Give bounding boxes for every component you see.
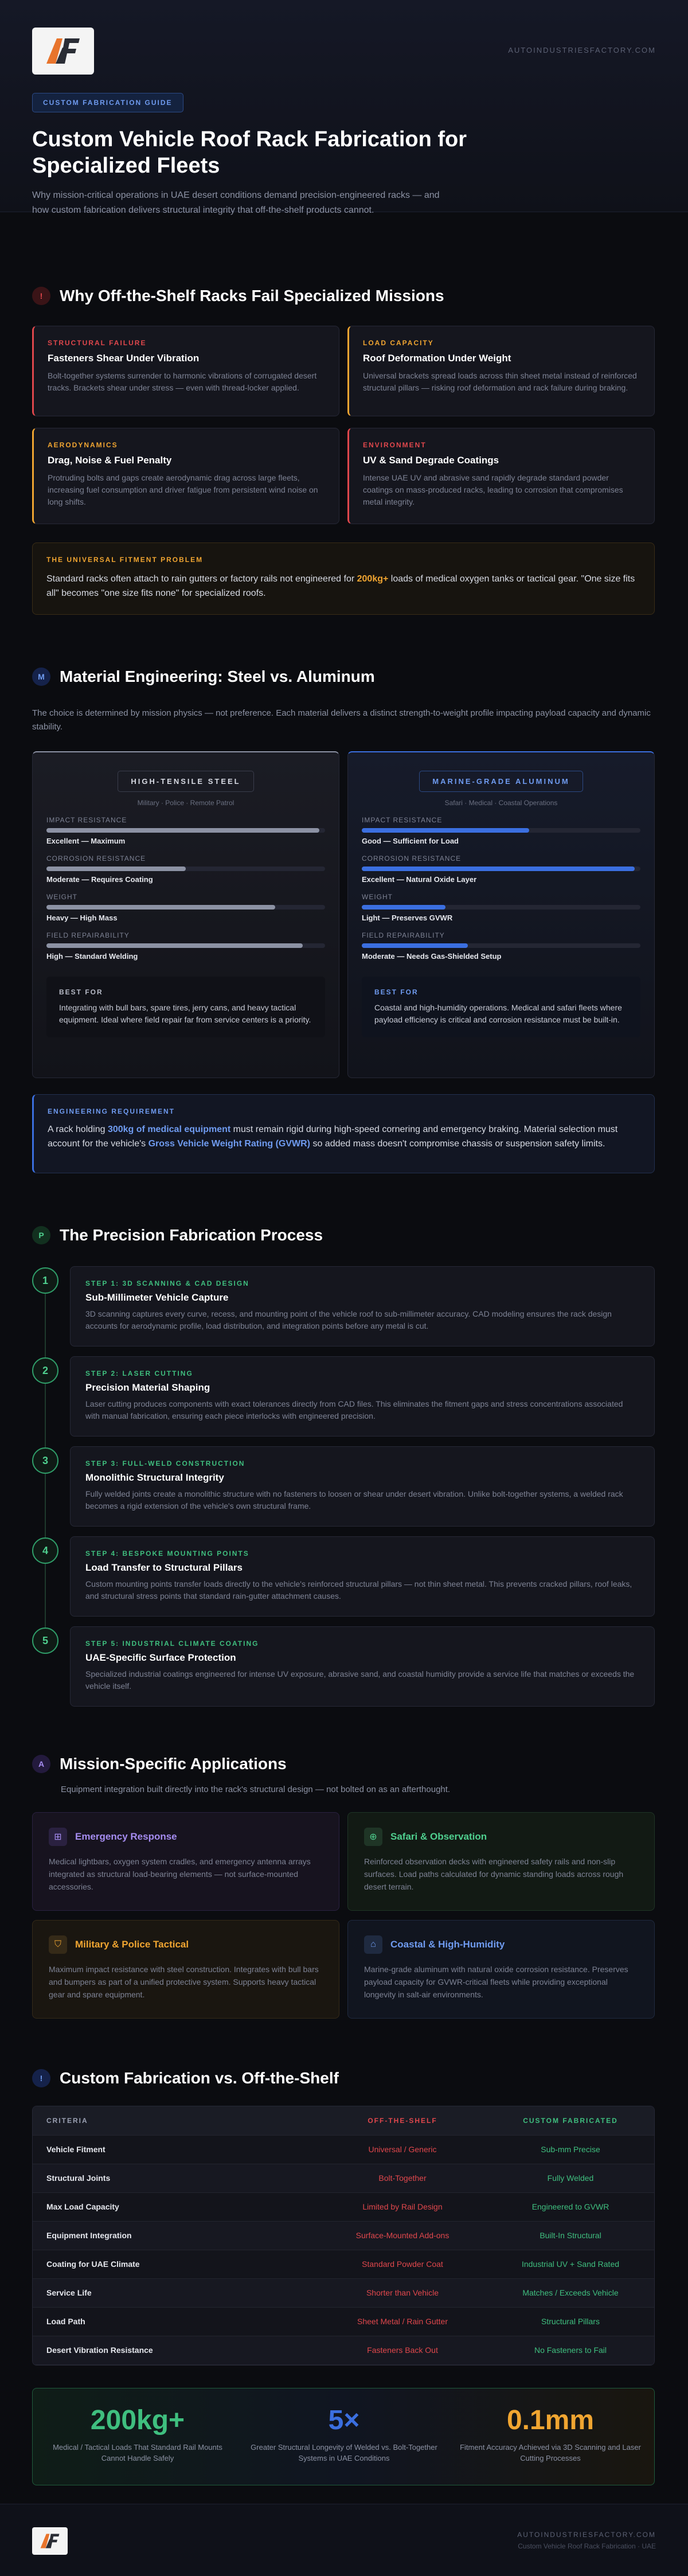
- section-applications-header: [32, 1755, 287, 1773]
- metric-bar-fill: [362, 828, 529, 833]
- alert-icon: !: [32, 287, 50, 305]
- metric-row: [46, 854, 325, 884]
- metric-bar-fill: [46, 905, 275, 910]
- header-off-the-shelf: OFF-THE-SHELF: [319, 2106, 486, 2135]
- footer-url[interactable]: AUTOINDUSTRIESFACTORY.COM: [517, 2531, 656, 2539]
- applications-icon: A: [32, 1755, 50, 1773]
- stat-value: 0.1mm: [506, 2405, 595, 2436]
- step-number-2: 2: [32, 1357, 58, 1384]
- off-the-shelf-cell: Limited by Rail Design: [319, 2192, 486, 2221]
- metric-row: [46, 893, 325, 922]
- step-number-5: 5: [32, 1627, 58, 1654]
- card-title: Drag, Noise & Fuel Penalty: [48, 455, 172, 466]
- metric-bar-track: [362, 828, 640, 833]
- material-name: MARINE-GRADE ALUMINUM: [419, 771, 583, 792]
- step-kicker: STEP 5: INDUSTRIAL CLIMATE COATING: [85, 1640, 259, 1648]
- app-title: Military & Police Tactical: [75, 1939, 189, 1950]
- metric-value: High — Standard Welding: [46, 952, 138, 961]
- material-uses: Safari · Medical · Coastal Operations: [444, 799, 558, 807]
- material-card-aluminum: [347, 751, 655, 1078]
- table-header-row: [33, 2106, 655, 2135]
- custom-cell: Fully Welded: [486, 2164, 655, 2192]
- guide-badge: CUSTOM FABRICATION GUIDE: [32, 93, 183, 112]
- section-process-header: [32, 1226, 323, 1244]
- metric-row: [362, 931, 640, 961]
- metric-label: IMPACT RESISTANCE: [46, 816, 127, 824]
- step-kicker: STEP 2: LASER CUTTING: [85, 1369, 193, 1377]
- step-text: Specialized industrial coatings engineered for intense UV exposure, abrasive sand, and coastal humidity provide a service life that matches or exceeds the vehicle itself.: [85, 1669, 635, 1691]
- material-name: HIGH-TENSILE STEEL: [118, 771, 253, 792]
- brand-logo-mark: [43, 34, 83, 68]
- card-kicker: LOAD CAPACITY: [363, 339, 434, 347]
- stat-label: Medical / Tactical Loads That Standard Rail Mounts Cannot Handle Safely: [53, 2443, 222, 2462]
- info-icon: !: [32, 2069, 50, 2087]
- criteria-cell: Structural Joints: [33, 2164, 319, 2192]
- card-text: Protruding bolts and gaps create aerodynamic drag across large fleets, increasing fuel consumption and driver fatigue from persistent wind noise on long shifts.: [48, 473, 318, 506]
- fail-card-load: [347, 326, 655, 416]
- metric-row: [362, 854, 640, 884]
- step-title: UAE-Specific Surface Protection: [85, 1652, 236, 1663]
- off-the-shelf-cell: Universal / Generic: [319, 2135, 486, 2164]
- table-row: [33, 2278, 655, 2307]
- metric-value: Excellent — Maximum: [46, 837, 126, 845]
- off-the-shelf-cell: Sheet Metal / Rain Gutter: [319, 2307, 486, 2336]
- table-row: [33, 2307, 655, 2336]
- best-for-label: BEST FOR: [59, 988, 103, 996]
- step-title: Precision Material Shaping: [85, 1382, 210, 1393]
- metric-label: WEIGHT: [362, 893, 393, 901]
- steel-bars: [46, 816, 325, 961]
- material-intro: The choice is determined by mission physics — not preference. Each material delivers a distinct strength-to-weight profile impacting payload capacity and dynamic stability.: [32, 708, 651, 732]
- aluminum-bars: [362, 816, 640, 961]
- shield-icon: ⛉: [49, 1935, 67, 1954]
- step-kicker: STEP 4: BESPOKE MOUNTING POINTS: [85, 1549, 249, 1558]
- metric-row: [46, 816, 325, 845]
- app-title: Emergency Response: [75, 1831, 177, 1842]
- footer-logo-mark: [38, 2531, 61, 2551]
- stat-load: [43, 2405, 232, 2464]
- metric-bar-fill: [46, 943, 303, 948]
- app-title: Coastal & High-Humidity: [390, 1939, 505, 1950]
- app-title: Safari & Observation: [390, 1831, 487, 1842]
- medical-icon: ⊞: [49, 1828, 67, 1846]
- comparison-table: [33, 2106, 655, 2365]
- material-icon: M: [32, 668, 50, 686]
- app-card-military: [32, 1920, 339, 2019]
- step-text: Custom mounting points transfer loads directly to the vehicle's reinforced structural pillars — not thin sheet metal. This prevents cracked pillars, roof leaks, and structural stress points that standard rain-gutter attachment causes.: [85, 1579, 632, 1601]
- footer-tagline: Custom Vehicle Roof Rack Fabrication · UAE: [518, 2542, 656, 2550]
- process-step-1: [70, 1266, 655, 1346]
- metric-value: Good — Sufficient for Load: [362, 837, 459, 845]
- step-title: Monolithic Structural Integrity: [85, 1472, 224, 1483]
- metric-bar-fill: [362, 943, 468, 948]
- callout-kicker: THE UNIVERSAL FITMENT PROBLEM: [46, 556, 204, 564]
- header-criteria: CRITERIA: [33, 2106, 319, 2135]
- card-title: Fasteners Shear Under Vibration: [48, 353, 200, 364]
- metric-bar-track: [362, 943, 640, 948]
- comparison-table-wrapper: [32, 2106, 655, 2366]
- fitment-callout: [32, 542, 655, 615]
- step-text: Fully welded joints create a monolithic structure with no fasteners to loosen or shear under desert vibration. Unlike bolt-together systems, a welded rack becomes a rigid extension of the vehicle's own structural frame.: [85, 1489, 623, 1511]
- card-kicker: AERODYNAMICS: [48, 441, 118, 449]
- fail-card-environment: [347, 428, 655, 524]
- table-row: [33, 2164, 655, 2192]
- applications-intro: Equipment integration built directly into the rack's structural design — not bolted on as an afterthought.: [61, 1785, 451, 1794]
- metric-bar-fill: [46, 867, 186, 871]
- metric-row: [362, 816, 640, 845]
- step-kicker: STEP 1: 3D SCANNING & CAD DESIGN: [85, 1279, 249, 1287]
- card-kicker: STRUCTURAL FAILURE: [48, 339, 147, 347]
- metric-label: FIELD REPAIRABILITY: [362, 931, 445, 939]
- footer-logo[interactable]: [32, 2527, 68, 2555]
- stat-longevity: [249, 2405, 439, 2464]
- card-kicker: ENVIRONMENT: [363, 441, 427, 449]
- metric-label: CORROSION RESISTANCE: [46, 854, 146, 862]
- metric-bar-fill: [362, 867, 635, 871]
- process-step-3: [70, 1446, 655, 1527]
- process-step-4: [70, 1536, 655, 1617]
- material-uses: Military · Police · Remote Patrol: [137, 799, 234, 807]
- step-number-3: 3: [32, 1447, 58, 1474]
- step-text: 3D scanning captures every curve, recess, and mounting point of the vehicle roof to sub-millimeter accuracy. CAD modeling ensures the rack design accounts for aerodynamic profile, load distribution, and integration points before any metal is cut.: [85, 1309, 612, 1330]
- best-for-text: Integrating with bull bars, spare tires, jerry cans, and heavy tactical equipment. Ideal where field repair far from service centers is a priority.: [59, 1003, 311, 1024]
- page-title: Custom Vehicle Roof Rack Fabrication for Specialized Fleets: [32, 127, 467, 178]
- best-for-label: BEST FOR: [374, 988, 419, 996]
- callout-text: [46, 572, 640, 600]
- criteria-cell: Coating for UAE Climate: [33, 2250, 319, 2278]
- table-row: [33, 2135, 655, 2164]
- callout-kicker: ENGINEERING REQUIREMENT: [48, 1107, 175, 1115]
- stat-label: Greater Structural Longevity of Welded vs. Bolt-Together Systems in UAE Conditions: [251, 2443, 437, 2462]
- fail-card-aero: [32, 428, 339, 524]
- step-number-4: 4: [32, 1537, 58, 1564]
- table-row: [33, 2192, 655, 2221]
- stat-accuracy: [456, 2405, 645, 2464]
- callout-text-before: A rack holding: [48, 1125, 108, 1134]
- step-title: Sub-Millimeter Vehicle Capture: [85, 1292, 229, 1303]
- site-url[interactable]: AUTOINDUSTRIESFACTORY.COM: [508, 46, 656, 54]
- comparison-table-body: [33, 2135, 655, 2364]
- best-for-text: Coastal and high-humidity operations. Medical and safari fleets where payload efficiency is critical and corrosion resistance must be built-in.: [374, 1003, 622, 1024]
- fail-card-structural: [32, 326, 339, 416]
- brand-logo[interactable]: [32, 28, 94, 75]
- card-text: Universal brackets spread loads across thin sheet metal instead of reinforced structural pillars — risking roof deformation and rack failure during braking.: [363, 371, 637, 392]
- app-text: Marine-grade aluminum with natural oxide corrosion resistance. Preserves payload capacity for GVWR-critical fleets while providing exceptional longevity in salt-air environments.: [364, 1965, 628, 1999]
- callout-highlight-2: Gross Vehicle Weight Rating (GVWR): [148, 1139, 310, 1149]
- metric-bar-track: [362, 867, 640, 871]
- off-the-shelf-cell: Fasteners Back Out: [319, 2336, 486, 2364]
- app-text: Medical lightbars, oxygen system cradles, and emergency antenna arrays integrated as structural load-bearing elements — not surface-mounted accessories.: [49, 1857, 311, 1891]
- section-title: Mission-Specific Applications: [60, 1755, 287, 1773]
- metric-value: Light — Preserves GVWR: [362, 914, 453, 922]
- section-title: Material Engineering: Steel vs. Aluminum: [60, 668, 375, 685]
- metric-label: CORROSION RESISTANCE: [362, 854, 462, 862]
- stats-banner: [32, 2388, 655, 2485]
- process-step-5: [70, 1626, 655, 1707]
- custom-cell: Structural Pillars: [486, 2307, 655, 2336]
- metric-bar-fill: [46, 828, 319, 833]
- engineering-callout: [32, 1094, 655, 1173]
- criteria-cell: Desert Vibration Resistance: [33, 2336, 319, 2364]
- custom-cell: Engineered to GVWR: [486, 2192, 655, 2221]
- metric-label: IMPACT RESISTANCE: [362, 816, 443, 824]
- material-card-steel: [32, 751, 339, 1078]
- table-row: [33, 2221, 655, 2250]
- criteria-cell: Equipment Integration: [33, 2221, 319, 2250]
- metric-value: Excellent — Natural Oxide Layer: [362, 875, 477, 884]
- metric-bar-track: [46, 828, 325, 833]
- custom-cell: No Fasteners to Fail: [486, 2336, 655, 2364]
- criteria-cell: Service Life: [33, 2278, 319, 2307]
- metric-row: [46, 931, 325, 961]
- header-custom: CUSTOM FABRICATED: [486, 2106, 655, 2135]
- custom-cell: Matches / Exceeds Vehicle: [486, 2278, 655, 2307]
- table-row: [33, 2250, 655, 2278]
- footer: [0, 2504, 688, 2576]
- metric-value: Moderate — Needs Gas-Shielded Setup: [362, 952, 502, 961]
- app-card-emergency: [32, 1812, 339, 1911]
- metric-bar-track: [362, 905, 640, 910]
- callout-text-before: Standard racks often attach to rain gutters or factory rails not engineered for: [46, 574, 357, 584]
- custom-cell: Sub-mm Precise: [486, 2135, 655, 2164]
- app-text: Reinforced observation decks with engineered safety rails and non-slip surfaces. Load paths calculated for dynamic standing loads across rough desert terrain.: [364, 1857, 624, 1891]
- section-title: Custom Fabrication vs. Off-the-Shelf: [60, 2069, 339, 2087]
- section-comparison-header: [32, 2069, 339, 2087]
- criteria-cell: Max Load Capacity: [33, 2192, 319, 2221]
- callout-highlight-1: 300kg of medical equipment: [107, 1125, 231, 1134]
- home-icon: ⌂: [364, 1935, 382, 1954]
- metric-label: WEIGHT: [46, 893, 77, 901]
- app-card-safari: [347, 1812, 655, 1911]
- step-number-1: 1: [32, 1267, 58, 1294]
- section-why-fail-header: [32, 287, 444, 305]
- custom-cell: Industrial UV + Sand Rated: [486, 2250, 655, 2278]
- section-title: The Precision Fabrication Process: [60, 1226, 323, 1244]
- section-title: Why Off-the-Shelf Racks Fail Specialized Missions: [60, 287, 444, 305]
- section-material-header: [32, 668, 375, 686]
- hero: [0, 0, 688, 215]
- card-text: Bolt-together systems surrender to harmonic vibrations of corrugated desert tracks. Brackets shear under stress — even with thread-locker applied.: [48, 371, 317, 392]
- page-subtitle: Why mission-critical operations in UAE desert conditions demand precision-engineered racks — and how custom fabrication delivers structural integrity that off-the-shelf products cannot.: [32, 190, 440, 215]
- criteria-cell: Vehicle Fitment: [33, 2135, 319, 2164]
- criteria-cell: Load Path: [33, 2307, 319, 2336]
- metric-row: [362, 893, 640, 922]
- app-card-coastal: [347, 1920, 655, 2019]
- off-the-shelf-cell: Standard Powder Coat: [319, 2250, 486, 2278]
- callout-text: [48, 1122, 640, 1151]
- off-the-shelf-cell: Shorter than Vehicle: [319, 2278, 486, 2307]
- off-the-shelf-cell: Bolt-Together: [319, 2164, 486, 2192]
- custom-cell: Built-In Structural: [486, 2221, 655, 2250]
- metric-bar-track: [46, 905, 325, 910]
- globe-icon: ⊕: [364, 1828, 382, 1846]
- best-for-box: [46, 977, 325, 1037]
- metric-label: FIELD REPAIRABILITY: [46, 931, 130, 939]
- table-row: [33, 2336, 655, 2364]
- card-title: Roof Deformation Under Weight: [363, 353, 511, 364]
- stat-value: 200kg+: [90, 2405, 185, 2436]
- metric-value: Heavy — High Mass: [46, 914, 118, 922]
- off-the-shelf-cell: Surface-Mounted Add-ons: [319, 2221, 486, 2250]
- stat-value: 5×: [328, 2405, 360, 2436]
- callout-text-after: loads of medical oxygen tanks or tactical gear. "One size fits all" becomes "one size fits none" for specialized roofs.: [46, 574, 635, 598]
- process-step-2: [70, 1356, 655, 1437]
- card-text: Intense UAE UV and abrasive sand rapidly degrade standard powder coatings on mass-produced racks, leading to corrosion that compromises metal integrity.: [363, 473, 623, 506]
- app-text: Maximum impact resistance with steel construction. Integrates with bull bars and bumpers as part of a unified protective system. Supports heavy tactical gear and spare equipment.: [49, 1965, 319, 1999]
- step-title: Load Transfer to Structural Pillars: [85, 1562, 243, 1573]
- card-title: UV & Sand Degrade Coatings: [363, 455, 499, 466]
- process-icon: P: [32, 1226, 50, 1244]
- callout-text-mid: must remain rigid during high-speed cornering and emergency braking. Material selection must account for the vehicle's: [48, 1125, 618, 1149]
- callout-text-after: so added mass doesn't compromise chassis or suspension safety limits.: [310, 1139, 605, 1149]
- metric-bar-fill: [362, 905, 445, 910]
- step-kicker: STEP 3: FULL-WELD CONSTRUCTION: [85, 1459, 245, 1467]
- metric-bar-track: [46, 867, 325, 871]
- step-text: Laser cutting produces components with exact tolerances directly from CAD files. This eliminates the fitment gaps and stress concentrations associated with manual fabrication, ensuring each piece interlocks with engineered precision.: [85, 1399, 623, 1420]
- best-for-box: [362, 977, 640, 1037]
- stat-label: Fitment Accuracy Achieved via 3D Scanning and Laser Cutting Processes: [460, 2443, 641, 2462]
- metric-bar-track: [46, 943, 325, 948]
- callout-highlight: 200kg+: [357, 574, 389, 584]
- metric-value: Moderate — Requires Coating: [46, 875, 153, 884]
